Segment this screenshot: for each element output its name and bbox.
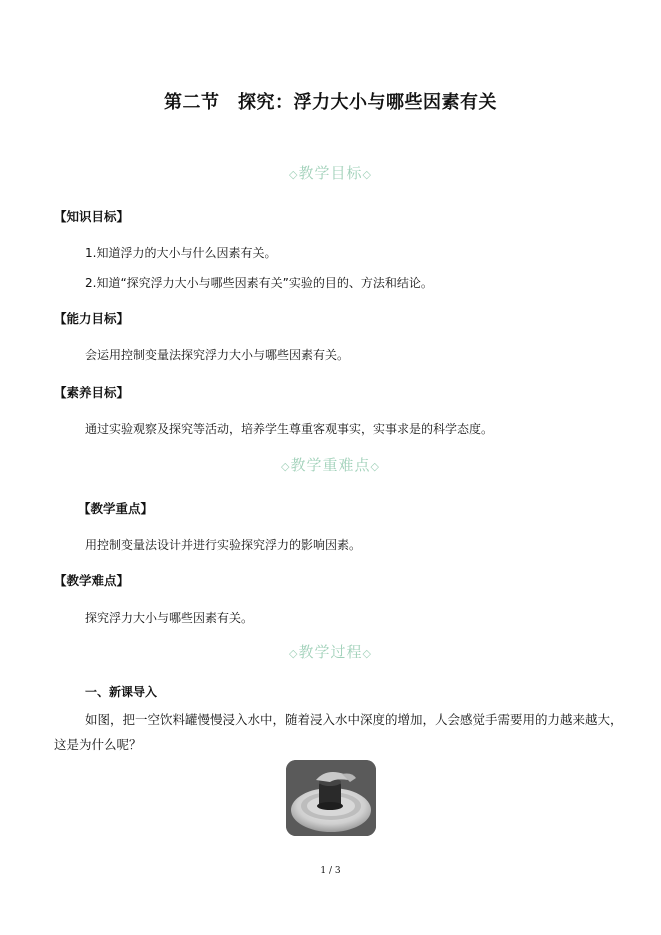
diamond-icon: ◇ [289, 168, 299, 181]
page-number: 1 / 3 [320, 866, 341, 876]
ability-goal-text: 会运用控制变量法探究浮力大小与哪些因素有关。 [85, 348, 350, 362]
knowledge-goal-label: 【知识目标】 [54, 209, 130, 224]
experiment-photo [286, 760, 376, 836]
can-in-water-illustration [286, 760, 376, 836]
intro-heading: 一、新课导入 [85, 685, 158, 699]
diamond-icon: ◇ [362, 168, 372, 181]
literacy-goal-text: 通过实验观察及探究等活动，培养学生尊重客观事实，实事求是的科学态度。 [85, 422, 494, 436]
literacy-goal-label: 【素养目标】 [54, 385, 130, 400]
section-heading-process [0, 641, 661, 662]
knowledge-item-1: 1.知道浮力的大小与什么因素有关。 [85, 246, 277, 260]
difficult-point-text: 探究浮力大小与哪些因素有关。 [85, 611, 254, 625]
diamond-icon: ◇ [370, 460, 380, 473]
section-heading-goals [0, 162, 661, 183]
section-heading-key-points [0, 454, 661, 475]
diamond-icon: ◇ [281, 460, 291, 473]
intro-paragraph-line1: 如图，把一空饮料罐慢慢浸入水中，随着浸入水中深度的增加，人会感觉手需要用的力越来越大， [85, 712, 623, 727]
section-title-goals: 教学目标 [298, 164, 363, 182]
ability-goal-label: 【能力目标】 [54, 311, 130, 326]
diamond-icon: ◇ [362, 647, 372, 660]
diamond-icon: ◇ [289, 647, 299, 660]
intro-paragraph-line2: 这是为什么呢？ [54, 737, 142, 752]
difficult-point-label: 【教学难点】 [54, 573, 130, 588]
key-point-label: 【教学重点】 [78, 501, 154, 516]
knowledge-item-2: 2.知道“探究浮力大小与哪些因素有关”实验的目的、方法和结论。 [85, 276, 433, 290]
section-title-process: 教学过程 [298, 643, 363, 661]
page-title: 第二节 探究：浮力大小与哪些因素有关 [164, 92, 497, 113]
key-point-text: 用控制变量法设计并进行实验探究浮力的影响因素。 [85, 538, 362, 552]
section-title-key-points: 教学重难点 [290, 456, 371, 474]
